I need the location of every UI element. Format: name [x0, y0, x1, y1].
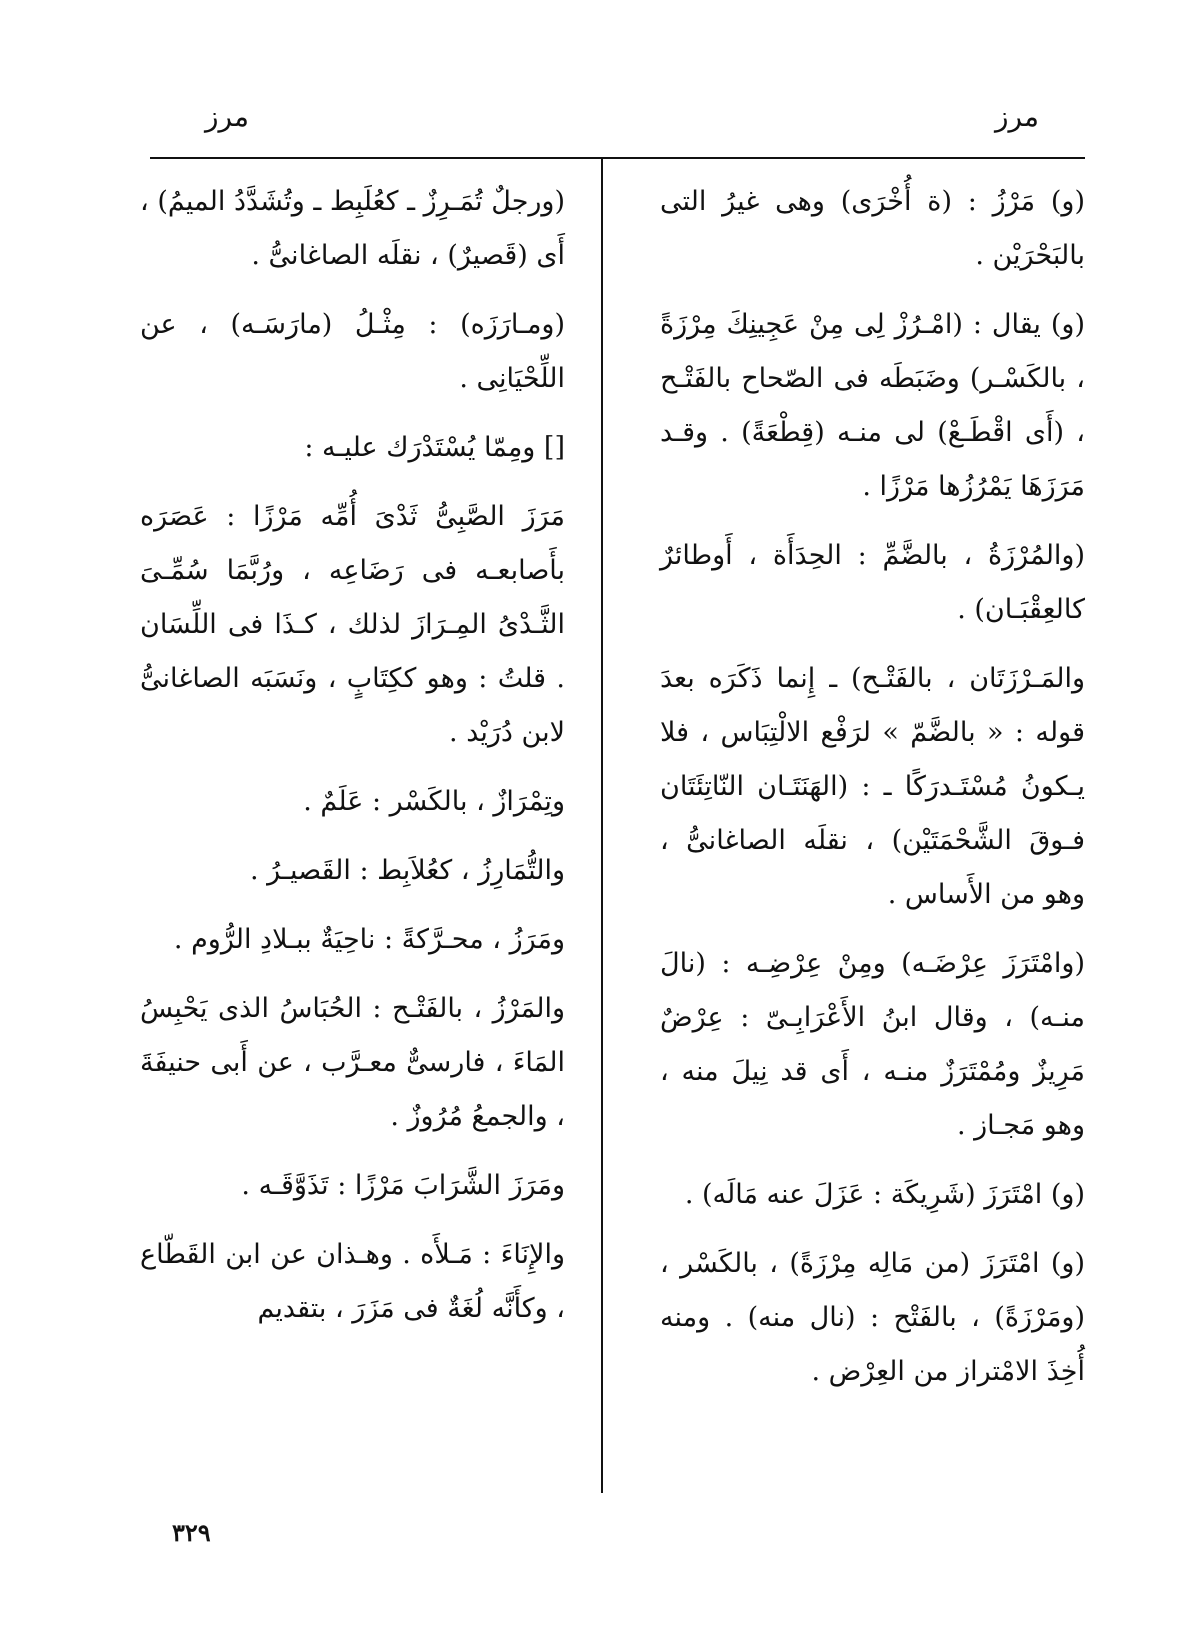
entry-paragraph: (ورجلٌ تُمَـرِزٌ ـ كعُلَبِط ـ وتُشَدَّدُ الميمُ) ، أَى (قَصيرٌ) ، نقلَه الصاغانىُّ .: [140, 186, 565, 271]
left-column: [140, 175, 565, 1351]
entry-paragraph: والمَرْزُ ، بالفَتْـح : الحُبَاسُ الذى يَحْبِسُ المَاءَ ، فارسىٌّ معـرَّب ، عن أَبى حنيفَةَ ، والجمعُ مُرُوزٌ .: [140, 993, 565, 1132]
entry-paragraph: والتُّمَارِزُ ، كعُلاَبِط : القَصيـرُ .: [249, 855, 565, 886]
entry-paragraph: (و) مَرْزُ : (ة أُخْرَى) وهى غيرُ التى بالبَحْرَيْن .: [660, 186, 1085, 271]
running-head-left: مرز: [205, 100, 249, 133]
entry-paragraph: مَرَزَ الصَّبِىُّ ثَدْىَ أُمِّه مَرْزًا : عَصَرَه بأَصابعـه فى رَضَاعِه ، ورُبَّمَا سُمِّـىَ الثَّـدْىُ المِـرَازَ لذلك ، كـذَا فى اللِّسَان . قلتُ : وهو ككِتَابٍ ، ونَسَبَه الصاغانىُّ لابن دُرَيْد .: [140, 501, 565, 748]
entry-paragraph: (و) امْتَرَزَ (من مَالِه مِرْزَةً) ، بالكَسْر ، (ومَرْزَةً) ، بالفَتْح : (نال منه) . ومنه أُخِذَ الامْتراز من العِرْض .: [660, 1248, 1085, 1387]
entry-paragraph: ومَرَزُ ، محـرَّكةً : ناحِيَةٌ ببـلادِ الرُّوم .: [173, 924, 565, 955]
page-number: ٣٢٩: [172, 1518, 211, 1547]
entry-paragraph: (و) يقال : (امْـرُزْ لِى مِنْ عَجِينِكَ مِرْزَةً ، بالكَسْـر) وضَبَطَه فى الصّحاح بالفَتْـح ، (أَى اقْطَـعْ) لى منـه (قِطْعَةً) . وقـد مَرَزَهَا يَمْرُزُها مَرْزًا .: [660, 309, 1085, 502]
entry-paragraph: ومَرَزَ الشَّرَابَ مَرْزًا : تَذَوَّقَـه .: [241, 1170, 565, 1201]
entry-paragraph: (و) امْتَرَزَ (شَرِيكَة : عَزَلَ عنه مَالَه) .: [684, 1179, 1085, 1210]
entry-paragraph: والإِنَاءَ : مَـلأَه . وهـذان عن ابن القَطّاع ، وكأَنَّه لُغَةٌ فى مَزَرَ ، بتقديم: [140, 1239, 565, 1324]
section-heading: [] ومِمّا يُسْتَدْرَك عليـه :: [304, 432, 565, 463]
entry-paragraph: (وامْتَرَزَ عِرْضَـه) ومِنْ عِرْضِـه : (نالَ منـه) ، وقال ابنُ الأَعْرَابِـىّ : عِرْضٌ مَرِيزٌ ومُمْتَرَزٌ منـه ، أَى قد نِيلَ منه ، وهو مَجـاز .: [660, 948, 1085, 1141]
right-column: [660, 175, 1085, 1414]
entry-paragraph: (ومـارَزَه) : مِثْـلُ (مارَسَـه) ، عن اللِّحْيَانِى .: [140, 309, 565, 394]
entry-paragraph: والمَـرْزَتَان ، بالفَتْـح) ـ إِنما ذَكَرَه بعدَ قوله : « بالضَّمّ » لرَفْع الالْتِبَاس ، فلا يـكونُ مُسْتَـدرَكًا ـ : (الهَنَتَـان النّاتِئَتَان فـوقَ الشَّحْمَتَيْن) ، نقلَه الصاغانىُّ ، وهو من الأَساس .: [660, 663, 1085, 910]
header-rule: [150, 157, 1085, 159]
entry-paragraph: وتِمْرَازٌ ، بالكَسْر : عَلَمٌ .: [303, 786, 565, 817]
column-divider: [601, 158, 603, 1493]
running-head-right: مرز: [995, 100, 1039, 133]
entry-paragraph: (والمُرْزَةُ ، بالضَّمِّ : الحِدَأَة ، أَوطائرٌ كالعِقْبَـان) .: [660, 540, 1085, 625]
